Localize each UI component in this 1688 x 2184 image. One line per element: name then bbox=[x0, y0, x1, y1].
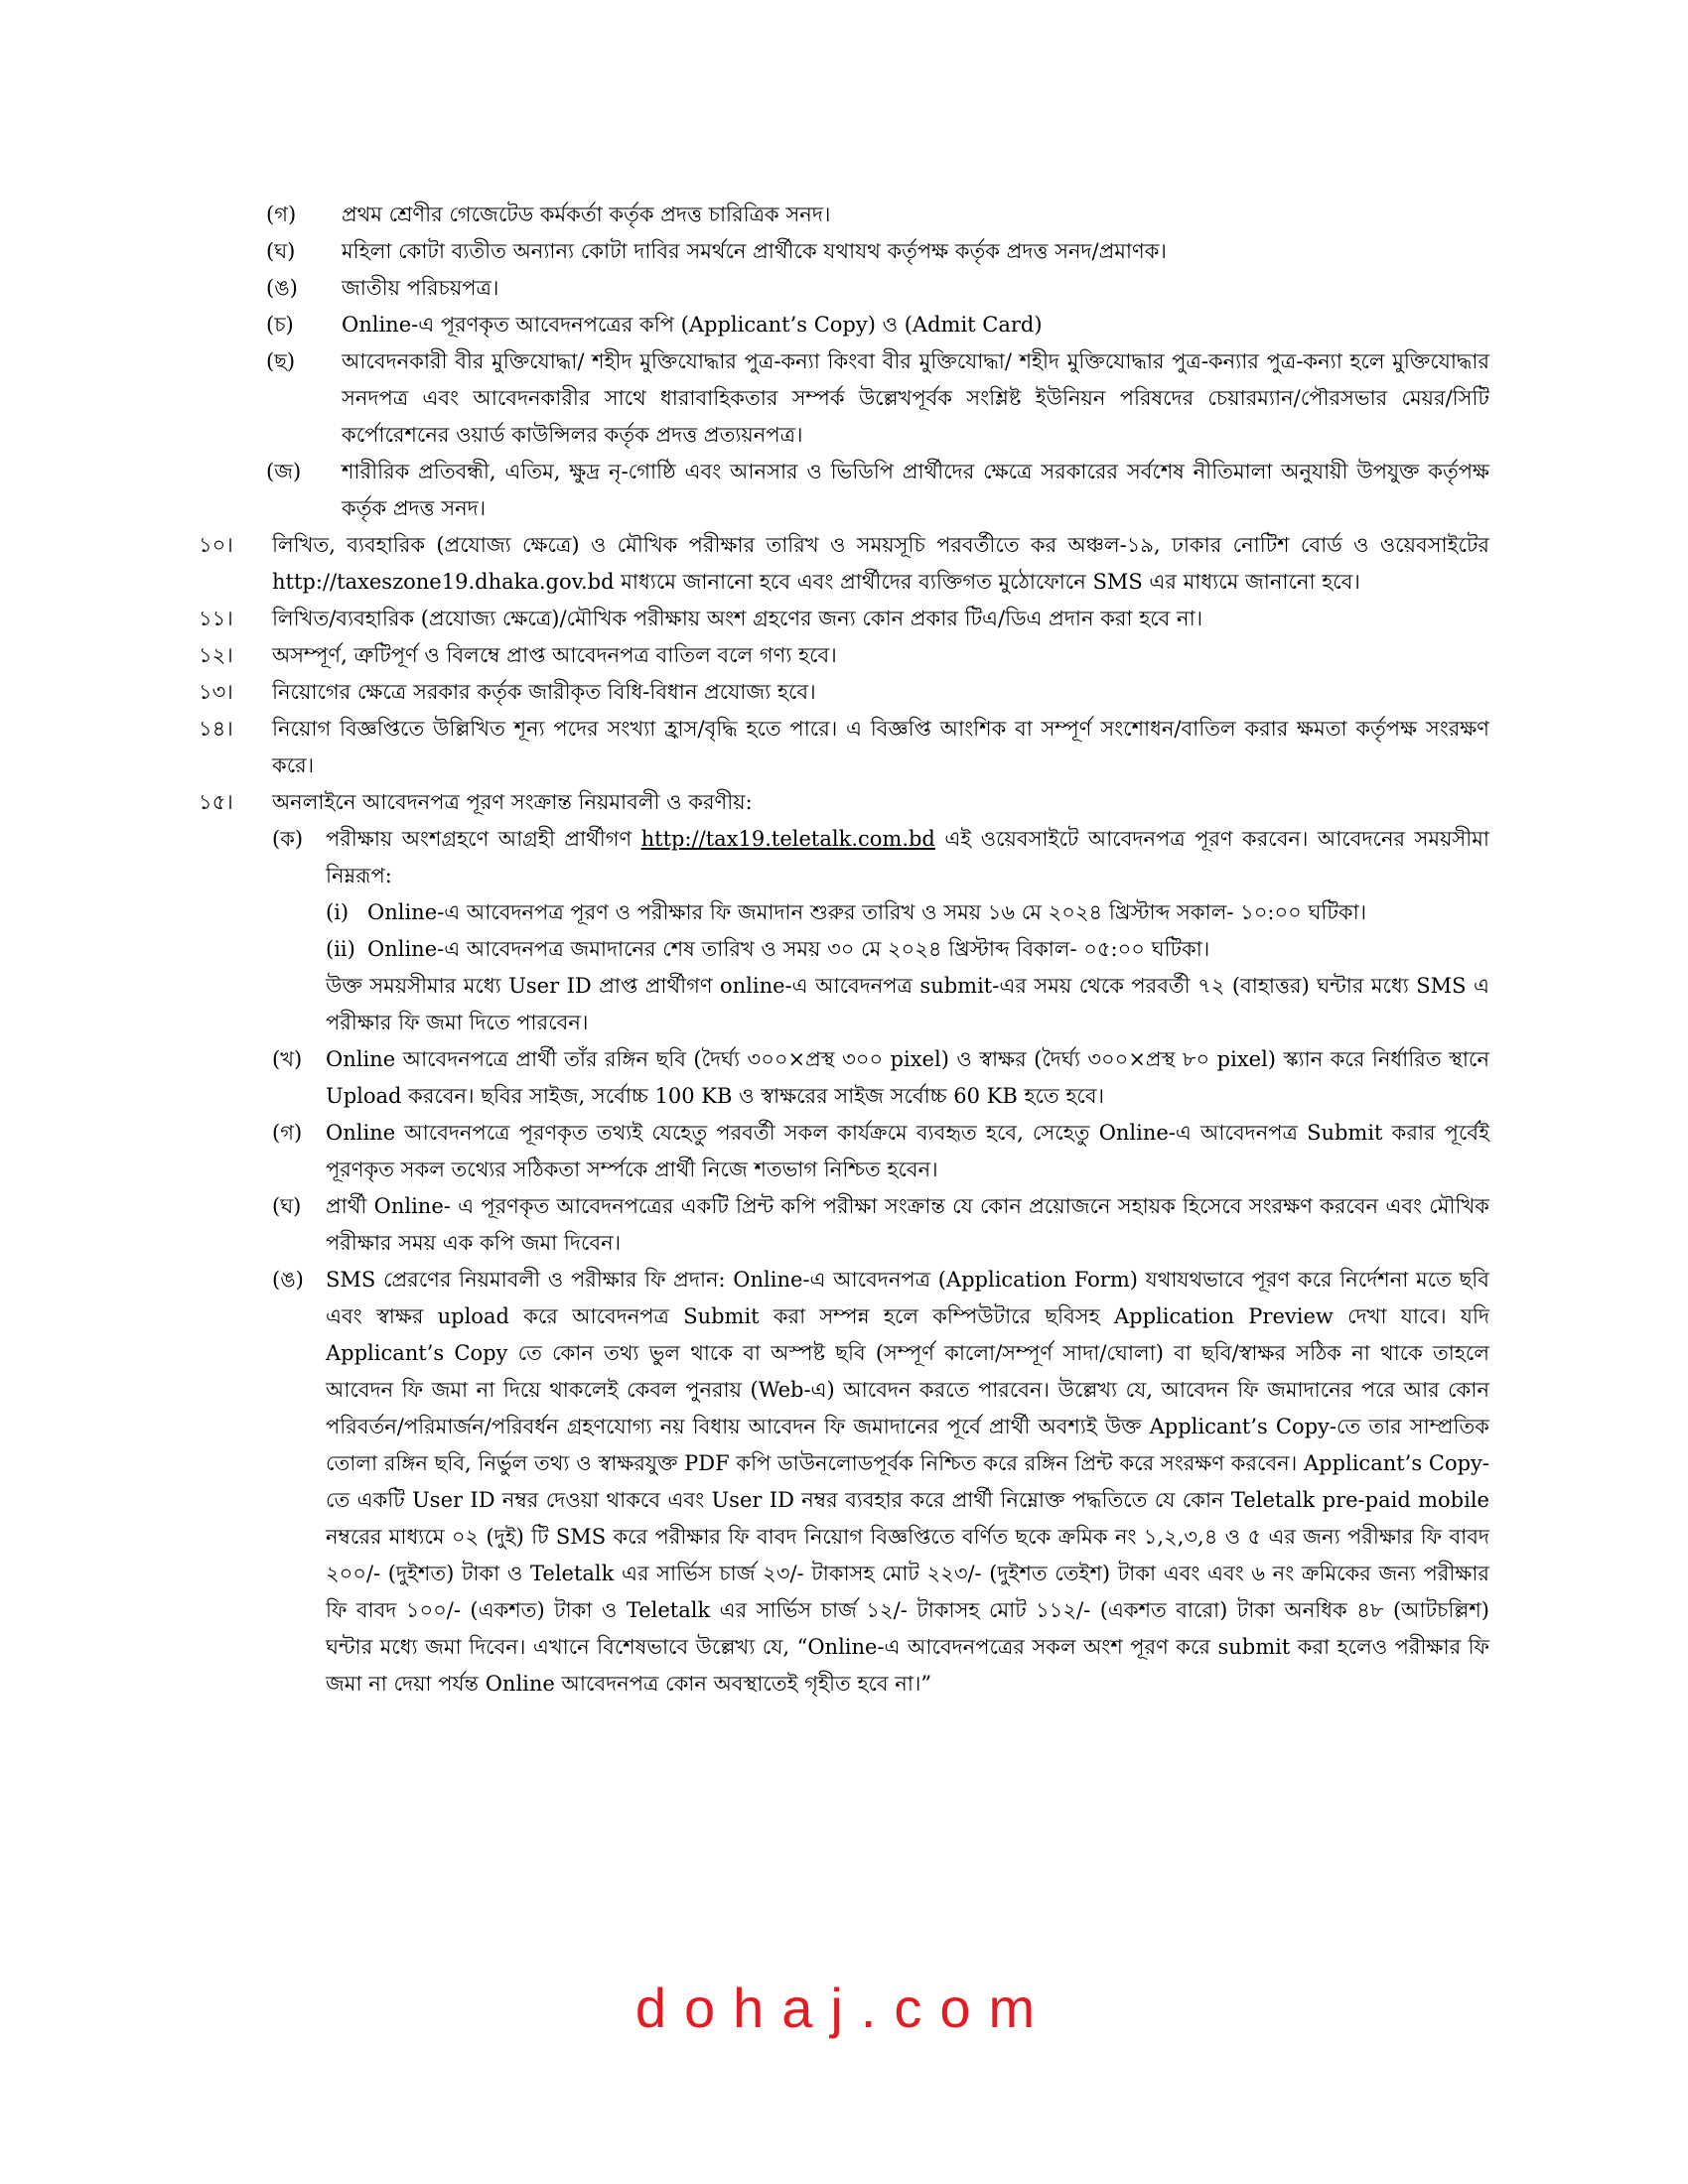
list-item bbox=[266, 454, 1489, 527]
item-text: মহিলা কোটা ব্যতীত অন্যান্য কোটা দাবির সমর্থনে প্রার্থীকে যথাযথ কর্তৃপক্ষ কর্তৃক প্রদত্ত সনদ/প্রমাণক। bbox=[342, 239, 1167, 263]
clause-number: ১৩। bbox=[199, 680, 233, 704]
schedule-note: উক্ত সময়সীমার মধ্যে User ID প্রাপ্ত প্রার্থীগণ online-এ আবেদনপত্র submit-এর সময় থেকে পরবর্তী ৭২ (বাহাত্তর) ঘন্টার মধ্যে SMS এ পরীক্ষার ফি জমা দিতে পারবেন। bbox=[326, 974, 1489, 1034]
roman-marker: (ii) bbox=[326, 937, 355, 961]
clause-heading: অনলাইনে আবেদনপত্র পূরণ সংক্রান্ত নিয়মাবলী ও করণীয়: bbox=[272, 790, 753, 814]
item-body bbox=[326, 821, 1489, 1041]
teletalk-link[interactable]: http://tax19.teletalk.com.bd bbox=[640, 827, 935, 851]
list-item bbox=[266, 197, 1489, 233]
sub-item-nga bbox=[272, 1262, 1489, 1703]
schedule-item-end bbox=[326, 931, 1489, 968]
sub-item-kha bbox=[272, 1041, 1489, 1115]
clause-text bbox=[272, 527, 1489, 601]
document-body bbox=[199, 197, 1489, 1703]
item-marker: (চ) bbox=[266, 313, 294, 337]
list-item bbox=[266, 270, 1489, 307]
clause-text: নিয়োগের ক্ষেত্রে সরকার কর্তৃক জারীকৃত বিধি-বিধান প্রযোজ্য হবে। bbox=[272, 680, 816, 704]
clause-text: নিয়োগ বিজ্ঞপ্তিতে উল্লিখিত শূন্য পদের সংখ্যা হ্রাস/বৃদ্ধি হতে পারে। এ বিজ্ঞপ্তি আংশিক বা সম্পূর্ণ সংশোধন/বাতিল করার ক্ষমতা কর্তৃপক্ষ সংরক্ষণ করে। bbox=[272, 717, 1489, 777]
required-documents-list bbox=[199, 197, 1489, 527]
item-marker: (ঘ) bbox=[272, 1194, 302, 1218]
item-text: SMS প্রেরণের নিয়মাবলী ও পরীক্ষার ফি প্রদান: Online-এ আবেদনপত্র (Application Form) যথাযথভাবে পূরণ করে নির্দেশনা মতে ছবি এবং স্বাক্ষর upload করে আবেদনপত্র Submit করা সম্পন্ন হলে কম্পিউটারে ছবিসহ Application Preview দেখা যাবে। যদি Applicant’s Copy তে কোন তথ্য ভুল থাকে বা অস্পষ্ট ছবি (সম্পূর্ণ কালো/সম্পূর্ণ সাদা/ঘোলা) বা ছবি/স্বাক্ষর সঠিক না থাকে তাহলে আবেদন ফি জমা না দিয়ে থাকলেই কেবল পুনরায় (Web-এ) আবেদন করতে পারবেন। উল্লেখ্য যে, আবেদন ফি জমাদানের পরে আর কোন পরিবর্তন/পরিমার্জন/পরিবর্ধন গ্রহণযোগ্য নয় বিধায় আবেদন ফি জমাদানের পূর্বে প্রার্থী অবশ্যই উক্ত Applicant’s Copy-তে তার সাম্প্রতিক তোলা রঙ্গিন ছবি, নির্ভুল তথ্য ও স্বাক্ষরযুক্ত PDF কপি ডাউনলোডপূর্বক নিশ্চিত করে রঙ্গিন প্রিন্ট করে সংরক্ষণ করবেন। Applicant’s Copy-তে একটি User ID নম্বর দেওয়া থাকবে এবং User ID নম্বর ব্যবহার করে প্রার্থী নিম্নোক্ত পদ্ধতিতে যে কোন Teletalk pre-paid mobile নম্বরের মাধ্যমে ০২ (দুই) টি SMS করে পরীক্ষার ফি বাবদ নিয়োগ বিজ্ঞপ্তিতে বর্ণিত ছকে ক্রমিক নং ১,২,৩,৪ ও ৫ এর জন্য পরীক্ষার ফি বাবদ ২০০/- (দুইশত) টাকা ও Teletalk এর সার্ভিস চার্জ ২৩/- টাকাসহ মোট ২২৩/- (দুইশত তেইশ) টাকা এবং এবং ৬ নং ক্রমিকের জন্য পরীক্ষার ফি বাবদ ১০০/- (একশত) টাকা ও Teletalk এর সার্ভিস চার্জ ১২/- টাকাসহ মোট ১১২/- (একশত বারো) টাকা অনধিক ৪৮ (আটচল্লিশ) ঘন্টার মধ্যে জমা দিবেন। এখানে বিশেষভাবে উল্লেখ্য যে, “Online-এ আবেদনপত্রের সকল অংশ পূরণ করে submit করা হলেও পরীক্ষার ফি জমা না দেয়া পর্যন্ত Online আবেদনপত্র কোন অবস্থাতেই গৃহীত হবে না।” bbox=[326, 1268, 1489, 1696]
clause-number: ১১। bbox=[199, 607, 233, 630]
clause-10 bbox=[199, 527, 1489, 601]
item-text: জাতীয় পরিচয়পত্র। bbox=[342, 276, 499, 300]
item-text: Online আবেদনপত্রে পূরণকৃত তথ্যই যেহেতু পরবর্তী সকল কার্যক্রমে ব্যবহৃত হবে, সেহেতু Online-এ আবেদনপত্র Submit করার পূর্বেই পূরণকৃত সকল তথ্যের সঠিকতা সর্ম্পকে প্রার্থী নিজে শতভাগ নিশ্চিত হবেন। bbox=[326, 1121, 1489, 1181]
clause-body bbox=[272, 784, 1489, 1703]
item-marker: (ঙ) bbox=[266, 276, 298, 300]
clause-number: ১২। bbox=[199, 643, 233, 667]
sub-item-gha bbox=[272, 1188, 1489, 1262]
item-text: Online আবেদনপত্রে প্রার্থী তাঁর রঙ্গিন ছবি (দৈর্ঘ্য ৩০০×প্রস্থ ৩০০ pixel) ও স্বাক্ষর (দৈর্ঘ্য ৩০০×প্রস্থ ৮০ pixel) স্ক্যান করে নির্ধারিত স্থানে Upload করবেন। ছবির সাইজ, সর্বোচ্চ 100 KB ও স্বাক্ষরের সাইজ সর্বোচ্চ 60 KB হতে হবে। bbox=[326, 1047, 1489, 1108]
schedule-text: Online-এ আবেদনপত্র জমাদানের শেষ তারিখ ও সময় ৩০ মে ২০২৪ খ্রিস্টাব্দ বিকাল- ০৫:০০ ঘটিকা। bbox=[367, 937, 1210, 961]
clause-number: ১৫। bbox=[199, 790, 233, 814]
item-marker: (ক) bbox=[272, 827, 304, 851]
list-item bbox=[266, 343, 1489, 454]
schedule-item-start bbox=[326, 894, 1489, 931]
item-text-part: পরীক্ষায় অংশগ্রহণে আগ্রহী প্রার্থীগণ bbox=[326, 827, 641, 851]
clause-text: লিখিত/ব্যবহারিক (প্রযোজ্য ক্ষেত্রে)/মৌখিক পরীক্ষায় অংশ গ্রহণের জন্য কোন প্রকার টিএ/ডিএ প্রদান করা হবে না। bbox=[272, 607, 1203, 630]
clause-11 bbox=[199, 601, 1489, 637]
item-marker: (ঙ) bbox=[272, 1268, 304, 1292]
sub-item-ga bbox=[272, 1115, 1489, 1188]
item-marker: (ছ) bbox=[266, 349, 296, 373]
item-marker: (গ) bbox=[266, 203, 297, 226]
clause-14 bbox=[199, 711, 1489, 784]
item-marker: (ঘ) bbox=[266, 239, 296, 263]
clause-number: ১৪। bbox=[199, 717, 233, 741]
item-text: প্রার্থী Online- এ পূরণকৃত আবেদনপত্রের একটি প্রিন্ট কপি পরীক্ষা সংক্রান্ত যে কোন প্রয়োজনে সহায়ক হিসেবে সংরক্ষণ করবেন এবং মৌখিক পরীক্ষার সময় এক কপি জমা দিবেন। bbox=[326, 1194, 1489, 1255]
item-text: প্রথম শ্রেণীর গেজেটেড কর্মকর্তা কর্তৃক প্রদত্ত চারিত্রিক সনদ। bbox=[342, 203, 831, 226]
item-text: আবেদনকারী বীর মুক্তিযোদ্ধা/ শহীদ মুক্তিযোদ্ধার পুত্র-কন্যা কিংবা বীর মুক্তিযোদ্ধা/ শহীদ মুক্তিযোদ্ধার পুত্র-কন্যার পুত্র-কন্যা হলে মুক্তিযোদ্ধার সনদপত্র এবং আবেদনকারীর সাথে ধারাবাহিকতার সম্পর্ক উল্লেখপূর্বক সংশ্লিষ্ট ইউনিয়ন পরিষদের চেয়ারম্যান/পৌরসভার মেয়র/সিটি কর্পোরেশনের ওয়ার্ড কাউন্সিলর কর্তৃক প্রদত্ত প্রত্যয়নপত্র। bbox=[342, 349, 1489, 447]
clause-text-part: লিখিত, ব্যবহারিক (প্রযোজ্য ক্ষেত্রে) ও মৌখিক পরীক্ষার তারিখ ও সময়সূচি পরবর্তীতে কর অঞ্চল-১৯, ঢাকার নোটিশ বোর্ড ও ওয়েবসাইটের bbox=[272, 533, 1489, 557]
item-text-part: এই ওয়েবসাইটে আবেদনপত্র পূরণ করবেন। আবেদনের সময়সীমা নিম্নরূপ: bbox=[326, 827, 1489, 887]
site-watermark: dohaj.com bbox=[634, 1977, 1054, 2039]
clause-13 bbox=[199, 674, 1489, 711]
list-item bbox=[266, 307, 1489, 343]
item-text bbox=[326, 821, 1489, 894]
clause-text-part: মাধ্যমে জানানো হবে এবং প্রার্থীদের ব্যক্তিগত মুঠোফোনে SMS এর মাধ্যমে জানানো হবে। bbox=[614, 570, 1360, 594]
item-marker: (খ) bbox=[272, 1047, 303, 1071]
sub-item-ka bbox=[272, 821, 1489, 1041]
schedule-text: Online-এ আবেদনপত্র পূরণ ও পরীক্ষার ফি জমাদান শুরুর তারিখ ও সময় ১৬ মে ২০২৪ খ্রিস্টাব্দ সকাল- ১০:০০ ঘটিকা। bbox=[367, 900, 1367, 924]
clause-number: ১০। bbox=[199, 533, 233, 557]
list-item bbox=[266, 233, 1489, 270]
item-text: শারীরিক প্রতিবন্ধী, এতিম, ক্ষুদ্র নৃ-গোষ্ঠি এবং আনসার ও ভিডিপি প্রার্থীদের ক্ষেত্রে সরকারের সর্বশেষ নীতিমালা অনুযায়ী উপযুক্ত কর্তৃপক্ষ কর্তৃক প্রদত্ত সনদ। bbox=[342, 460, 1489, 520]
website-link[interactable]: http://taxeszone19.dhaka.gov.bd bbox=[272, 570, 615, 594]
clause-12 bbox=[199, 637, 1489, 674]
clause-15 bbox=[199, 784, 1489, 1703]
clause-text: অসম্পূর্ণ, ত্রুটিপূর্ণ ও বিলম্বে প্রাপ্ত আবেদনপত্র বাতিল বলে গণ্য হবে। bbox=[272, 643, 837, 667]
item-text: Online-এ পূরণকৃত আবেদনপত্রের কপি (Applicant’s Copy) ও (Admit Card) bbox=[342, 313, 1043, 337]
roman-marker: (i) bbox=[326, 900, 350, 924]
item-marker: (গ) bbox=[272, 1121, 303, 1145]
item-marker: (জ) bbox=[266, 460, 302, 483]
